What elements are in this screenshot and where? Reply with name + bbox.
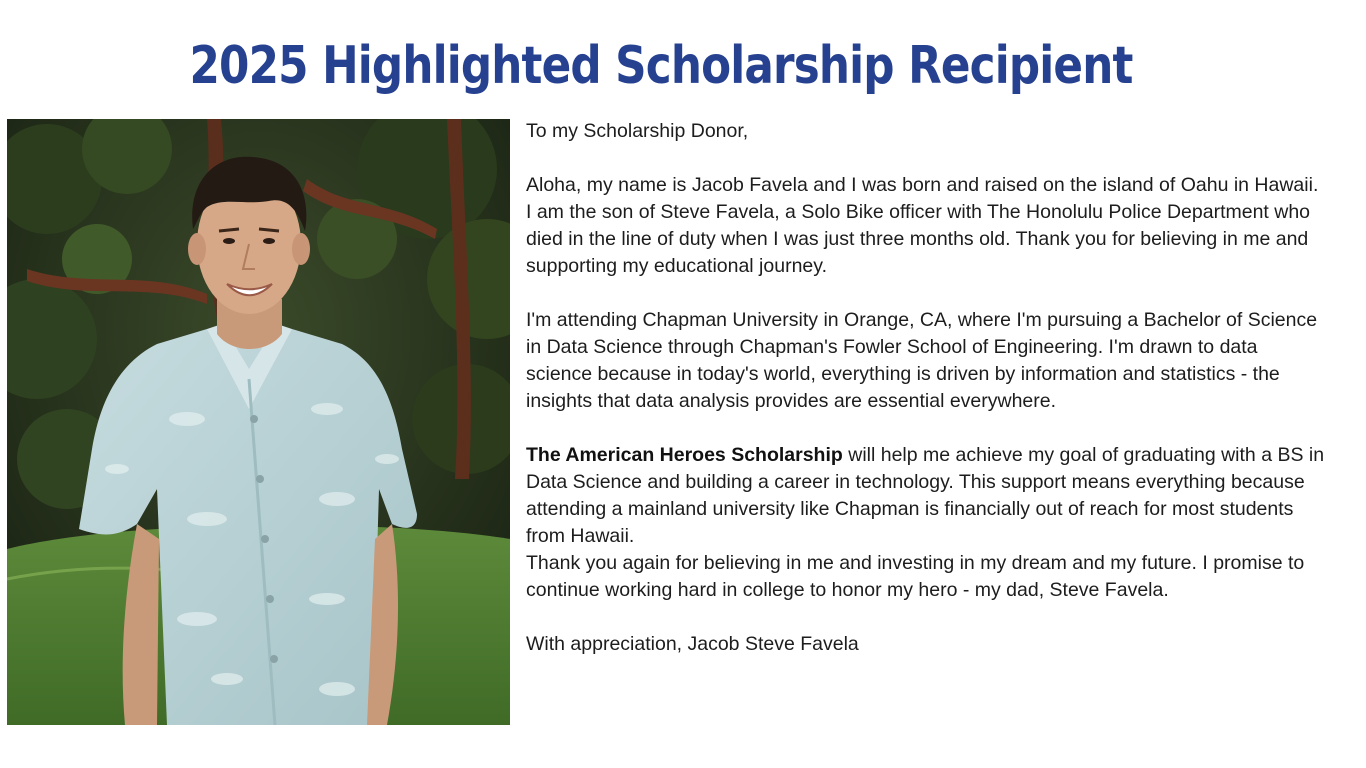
recipient-photo	[7, 119, 510, 725]
letter-paragraph-education: I'm attending Chapman University in Orange, CA, where I'm pursuing a Bachelor of Science in Data Science through Chapman's Fowler School of Engineering. I'm drawn to data science because in today's world, everything is driven by information and statistics - the insights that data analysis provides are essential everywhere.	[526, 309, 1318, 412]
letter-closing: With appreciation, Jacob Steve Favela	[526, 633, 859, 655]
letter-paragraph-intro: Aloha, my name is Jacob Favela and I was born and raised on the island of Oahu in Hawaii. I am the son of Steve Favela, a Solo Bike officer with The Honolulu Police Department who died in the line of duty when I was just three months old. Thank you for believing in me and supporting my educational journey.	[526, 174, 1319, 277]
letter-paragraph-thanks: Thank you again for believing in me and investing in my dream and my future. I promise to continue working hard in college to honor my hero - my dad, Steve Favela.	[526, 552, 1305, 601]
letter-salutation: To my Scholarship Donor,	[526, 120, 749, 142]
portrait-photo	[7, 119, 510, 725]
page-title: 2025 Highlighted Scholarship Recipient	[189, 36, 1133, 96]
scholarship-description: will help me achieve my goal of graduating with a BS in Data Science and building a career in technology. This support means everything because attending a mainland university like Chapman is financially out of reach for most students from Hawaii.	[526, 444, 1325, 547]
letter-paragraph-scholarship	[526, 442, 1326, 550]
thank-you-letter	[526, 118, 1326, 658]
scholarship-name: The American Heroes Scholarship	[526, 444, 843, 466]
